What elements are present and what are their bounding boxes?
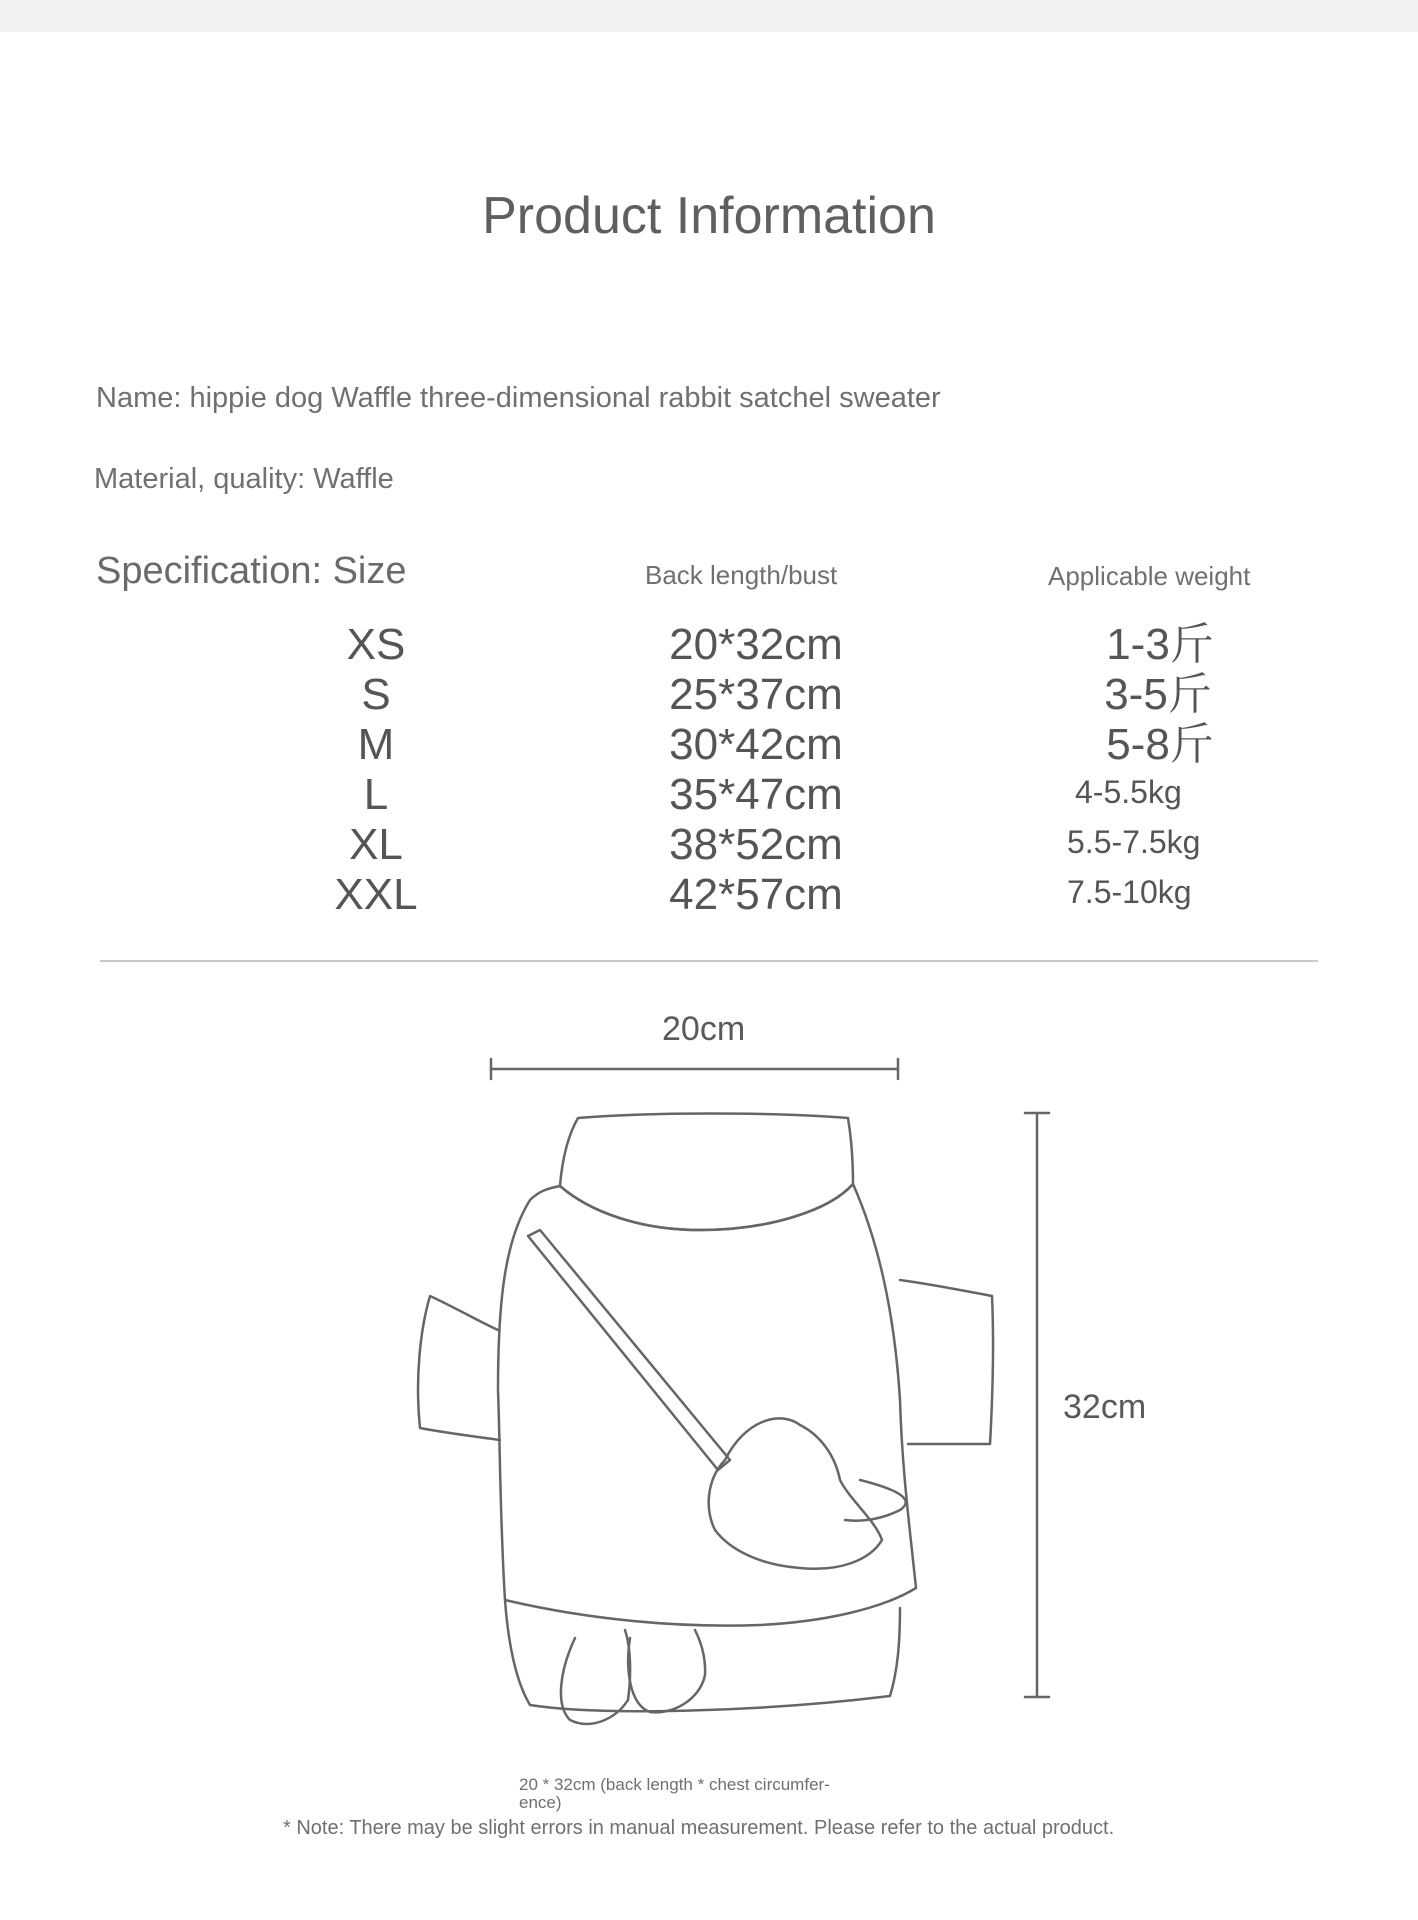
table-cell-weight: 4-5.5kg [1075, 774, 1182, 810]
diagram-caption: 20 * 32cm (back length * chest circumfer-ence) [519, 1775, 830, 1812]
measurement-note: * Note: There may be slight errors in manual measurement. Please refer to the actual product. [283, 1817, 1115, 1839]
right-leg-outline [628, 1630, 705, 1712]
table-cell-weight: 5-8斤 [1106, 720, 1214, 769]
table-cell-size: XS [346, 620, 406, 669]
table-cell-dimensions: 38*52cm [669, 820, 843, 869]
height-label: 32cm [1063, 1388, 1147, 1426]
product-material: Material, quality: Waffle [94, 463, 394, 495]
table-cell-dimensions: 35*47cm [669, 770, 843, 819]
table-cell-size: XL [349, 820, 403, 869]
table-cell-size: S [361, 670, 391, 719]
table-cell-dimensions: 30*42cm [669, 720, 843, 769]
left-sleeve-outline [418, 1296, 500, 1440]
table-cell-weight: 1-3斤 [1106, 620, 1214, 669]
body-outline [498, 1184, 916, 1626]
table-cell-dimensions: 25*37cm [669, 670, 843, 719]
width-label: 20cm [662, 1010, 746, 1048]
table-cell-weight: 7.5-10kg [1067, 874, 1192, 910]
table-cell-weight: 5.5-7.5kg [1067, 824, 1201, 860]
col-header-dimensions: Back length/bust [645, 560, 838, 590]
table-cell-size: M [357, 720, 395, 769]
rabbit-satchel [709, 1418, 882, 1568]
satchel-strap [528, 1230, 730, 1470]
table-cell-size: L [363, 770, 389, 819]
product-name: Name: hippie dog Waffle three-dimensional rabbit satchel sweater [96, 382, 941, 414]
spec-label: Specification: Size [96, 550, 407, 592]
col-header-weight: Applicable weight [1048, 561, 1251, 591]
table-cell-weight: 3-5斤 [1104, 670, 1212, 719]
table-cell-dimensions: 42*57cm [669, 870, 843, 919]
right-sleeve-outline [900, 1280, 993, 1444]
table-cell-dimensions: 20*32cm [669, 620, 843, 669]
page-title: Product Information [482, 187, 936, 245]
table-cell-size: XXL [334, 870, 418, 919]
